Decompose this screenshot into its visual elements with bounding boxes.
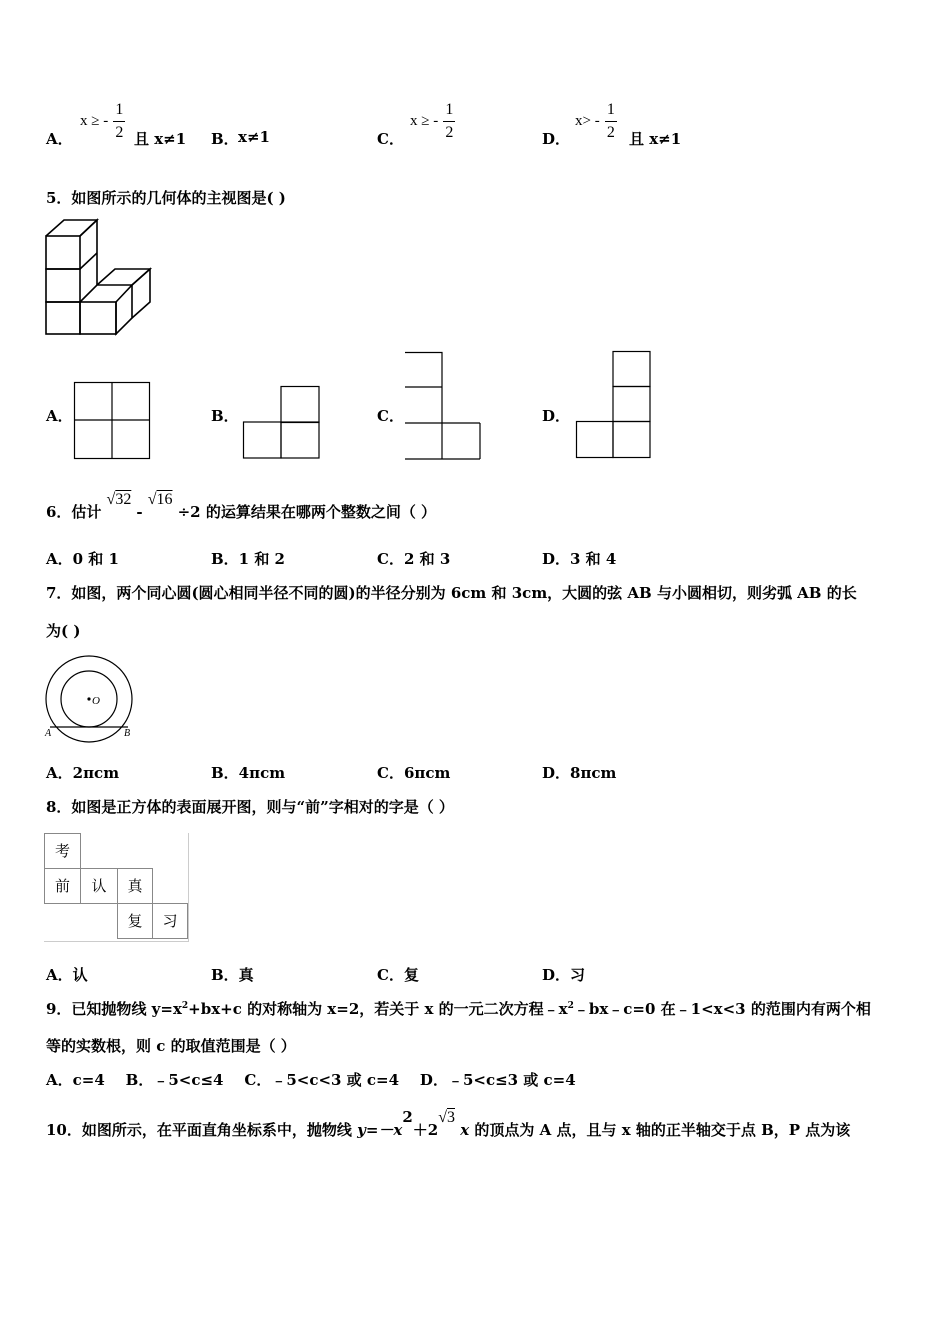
net-cell-zhen: 真 xyxy=(117,868,153,904)
q10-stem: 10．如图所示，在平面直角坐标系中，抛物线 $y=-x^2+2√3$ x 的顶点为 A 点，且与 x 轴的正半轴交于点 B，P 点为该 xyxy=(46,1108,851,1140)
q5-option-a-label: A． xyxy=(46,407,73,425)
q6-sqrt-16: √16 xyxy=(147,491,173,508)
q6-option-a: A．0 和 1 xyxy=(46,550,119,568)
q5-solid-figure xyxy=(44,218,154,338)
q7-option-c: C．6πcm xyxy=(377,764,451,782)
q9-options: A．c=4 B．﹣5<c≤4 C．﹣5<c<3 或 c=4 D．﹣5<c≤3 或 c=4 xyxy=(46,1071,576,1089)
q4-option-c-label: C． xyxy=(377,130,404,148)
q7-option-a: A．2πcm xyxy=(46,764,120,782)
q7-stem-line2: 为( ) xyxy=(46,622,81,640)
q5-option-c-figure xyxy=(405,352,481,460)
q7-stem-line1: 7．如图，两个同心圆(圆心相同半径不同的圆)的半径分别为 6cm 和 3cm，大圆的弦 AB 与小圆相切，则劣弧 AB 的长 xyxy=(46,584,857,602)
q5-option-b-figure xyxy=(243,386,320,459)
q7-option-d: D．8πcm xyxy=(542,764,617,782)
net-cell-kao: 考 xyxy=(44,833,81,869)
q5-option-d-label: D． xyxy=(542,407,571,425)
q4-option-a-label: A． xyxy=(46,130,73,148)
q4-option-d-fraction: $\frac{1}{2}$ xyxy=(606,101,615,141)
q10-sqrt-3: √3 xyxy=(438,1109,455,1127)
net-cell-xi: 习 xyxy=(152,903,188,939)
q4-option-d-tail: 且 x≠1 xyxy=(629,130,682,148)
q5-option-c-label: C． xyxy=(377,407,404,425)
q7-label-a: A xyxy=(45,728,52,739)
q6-sqrt-32: √32 xyxy=(106,491,132,508)
q4-option-a: x ≥ - $\frac{1}{2}$ xyxy=(80,101,124,141)
q6-option-d: D．3 和 4 xyxy=(542,550,617,568)
q5-option-b-label: B． xyxy=(211,407,239,425)
q5-stem: 5．如图所示的几何体的主视图是( ) xyxy=(46,189,286,207)
q8-option-c: C．复 xyxy=(377,966,419,984)
q8-option-b: B．真 xyxy=(211,966,254,984)
q4-option-d-label: D． xyxy=(542,130,571,148)
q4-option-d: x> - $\frac{1}{2}$ xyxy=(575,101,615,141)
q4-option-c: x ≥ - $\frac{1}{2}$ xyxy=(410,101,454,141)
q9-stem-line2: 等的实数根，则 c 的取值范围是（ ） xyxy=(46,1037,296,1055)
q7-concentric-circles-figure xyxy=(42,655,138,745)
q7-option-b: B．4πcm xyxy=(211,764,286,782)
q7-label-b: B xyxy=(124,728,131,739)
q8-option-a: A．认 xyxy=(46,966,88,984)
q9-stem-line1: 9．已知抛物线 $y=x^2+bx+c$ 的对称轴为 x=2，若关于 x 的一元二次方程$﹣x^2﹣bx﹣c=0$ 在﹣1<x<3 的范围内有两个相 xyxy=(46,1000,871,1018)
q8-option-d: D．习 xyxy=(542,966,586,984)
net-cell-fu: 复 xyxy=(117,903,153,939)
q4-option-b-text: x≠1 xyxy=(238,128,270,146)
q8-stem: 8．如图是正方体的表面展开图，则与“前”字相对的字是（ ） xyxy=(46,798,454,816)
q5-option-a-figure xyxy=(74,382,150,459)
net-cell-qian: 前 xyxy=(44,868,81,904)
q7-label-o: O xyxy=(92,695,100,707)
q4-option-b-label: B． xyxy=(211,130,239,148)
q5-option-d-figure xyxy=(576,351,652,459)
q6-option-c: C．2 和 3 xyxy=(377,550,451,568)
net-cell-ren: 认 xyxy=(80,868,118,904)
q4-option-a-fraction: $\frac{1}{2}$ xyxy=(115,101,124,141)
q6-stem: 6．估计 √32 - √16 ÷2 的运算结果在哪两个整数之间（ ） xyxy=(46,491,437,521)
q8-cube-net xyxy=(44,833,189,942)
q4-option-c-fraction: $\frac{1}{2}$ xyxy=(445,101,454,141)
q6-option-b: B．1 和 2 xyxy=(211,550,285,568)
q4-option-a-tail: 且 x≠1 xyxy=(134,130,187,148)
